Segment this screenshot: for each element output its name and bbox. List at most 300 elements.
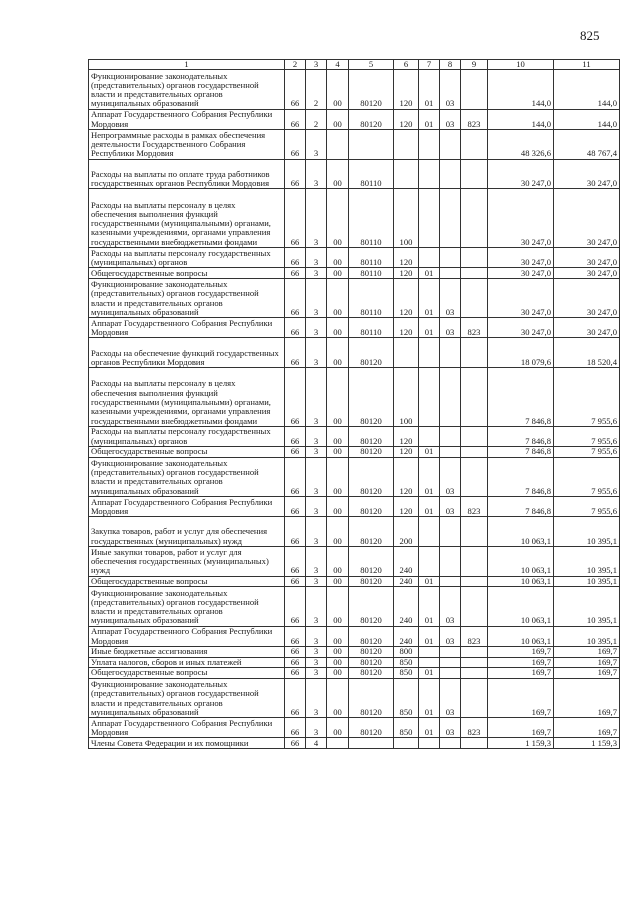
amount-cell: 169,7	[488, 678, 554, 717]
code-cell: 03	[440, 278, 461, 317]
table-row	[89, 426, 620, 446]
code-cell: 80120	[349, 517, 394, 547]
table-row	[89, 70, 620, 109]
code-cell: 3	[306, 159, 327, 189]
code-cell: 66	[285, 338, 306, 368]
code-cell	[461, 446, 488, 457]
table-row	[89, 268, 620, 279]
code-cell	[461, 587, 488, 626]
amount-cell: 10 395,1	[554, 546, 620, 576]
code-cell	[461, 657, 488, 668]
table-row	[89, 338, 620, 368]
code-cell: 01	[419, 278, 440, 317]
code-cell: 00	[327, 189, 349, 248]
code-cell: 01	[419, 446, 440, 457]
code-cell: 01	[419, 668, 440, 679]
code-cell	[419, 159, 440, 189]
code-cell: 66	[285, 646, 306, 657]
code-cell: 823	[461, 109, 488, 129]
code-cell: 3	[306, 646, 327, 657]
column-header: 1	[89, 60, 285, 70]
code-cell: 01	[419, 70, 440, 109]
amount-cell: 169,7	[554, 668, 620, 679]
amount-cell: 30 247,0	[488, 159, 554, 189]
code-cell: 00	[327, 268, 349, 279]
code-cell	[461, 457, 488, 496]
code-cell	[394, 738, 419, 749]
code-cell: 66	[285, 546, 306, 576]
code-cell: 3	[306, 626, 327, 646]
code-cell: 80110	[349, 318, 394, 338]
code-cell: 80120	[349, 338, 394, 368]
code-cell: 66	[285, 248, 306, 268]
amount-cell: 7 955,6	[554, 426, 620, 446]
table-row	[89, 646, 620, 657]
code-cell: 00	[327, 626, 349, 646]
code-cell: 80120	[349, 109, 394, 129]
code-cell: 80110	[349, 268, 394, 279]
code-cell	[419, 426, 440, 446]
amount-cell: 144,0	[488, 70, 554, 109]
code-cell: 3	[306, 678, 327, 717]
amount-cell: 10 063,1	[488, 546, 554, 576]
amount-cell: 7 955,6	[554, 496, 620, 516]
row-name: Члены Совета Федерации и их помощники	[89, 738, 285, 749]
column-header: 8	[440, 60, 461, 70]
code-cell: 66	[285, 368, 306, 427]
amount-cell: 30 247,0	[488, 318, 554, 338]
amount-cell: 18 520,4	[554, 338, 620, 368]
code-cell: 200	[394, 517, 419, 547]
row-name: Общегосударственные вопросы	[89, 576, 285, 587]
table-row	[89, 189, 620, 248]
code-cell	[440, 668, 461, 679]
amount-cell: 169,7	[488, 646, 554, 657]
code-cell	[461, 248, 488, 268]
code-cell: 00	[327, 278, 349, 317]
code-cell: 3	[306, 338, 327, 368]
table-row	[89, 626, 620, 646]
code-cell: 80120	[349, 626, 394, 646]
code-cell: 66	[285, 738, 306, 749]
code-cell	[419, 546, 440, 576]
table-row	[89, 496, 620, 516]
code-cell: 80120	[349, 446, 394, 457]
code-cell: 00	[327, 248, 349, 268]
code-cell: 3	[306, 546, 327, 576]
row-name: Расходы на выплаты по оплате труда работников государственных органов Республики Мордовия	[89, 159, 285, 189]
row-name: Уплата налогов, сборов и иных платежей	[89, 657, 285, 668]
code-cell	[419, 646, 440, 657]
code-cell: 800	[394, 646, 419, 657]
row-name: Аппарат Государственного Собрания Республики Мордовия	[89, 318, 285, 338]
amount-cell: 10 063,1	[488, 576, 554, 587]
code-cell	[461, 517, 488, 547]
code-cell: 3	[306, 426, 327, 446]
amount-cell: 10 063,1	[488, 626, 554, 646]
code-cell: 850	[394, 678, 419, 717]
code-cell: 3	[306, 368, 327, 427]
code-cell: 3	[306, 657, 327, 668]
code-cell	[440, 248, 461, 268]
column-header: 5	[349, 60, 394, 70]
code-cell: 3	[306, 129, 327, 159]
column-header: 11	[554, 60, 620, 70]
code-cell: 66	[285, 278, 306, 317]
code-cell: 00	[327, 368, 349, 427]
code-cell: 80120	[349, 657, 394, 668]
code-cell: 01	[419, 678, 440, 717]
code-cell: 80120	[349, 546, 394, 576]
row-name: Аппарат Государственного Собрания Республики Мордовия	[89, 718, 285, 738]
code-cell	[461, 668, 488, 679]
code-cell: 66	[285, 457, 306, 496]
row-name: Расходы на выплаты персоналу в целях обеспечения выполнения функций государственными (муниципальными) органами, казенными учреждениями, органами управления государственными внебюджетными фондами	[89, 368, 285, 427]
code-cell: 80120	[349, 646, 394, 657]
code-cell: 66	[285, 129, 306, 159]
code-cell: 00	[327, 496, 349, 516]
amount-cell: 10 395,1	[554, 576, 620, 587]
row-name: Общегосударственные вопросы	[89, 268, 285, 279]
code-cell: 3	[306, 446, 327, 457]
amount-cell: 1 159,3	[554, 738, 620, 749]
code-cell	[349, 129, 394, 159]
code-cell	[461, 738, 488, 749]
code-cell: 00	[327, 457, 349, 496]
code-cell: 120	[394, 268, 419, 279]
code-cell: 00	[327, 446, 349, 457]
amount-cell: 30 247,0	[488, 278, 554, 317]
amount-cell: 30 247,0	[554, 248, 620, 268]
code-cell: 00	[327, 159, 349, 189]
table-row	[89, 587, 620, 626]
code-cell: 00	[327, 546, 349, 576]
code-cell: 3	[306, 268, 327, 279]
row-name: Расходы на выплаты персоналу государственных (муниципальных) органов	[89, 248, 285, 268]
code-cell	[440, 159, 461, 189]
code-cell: 120	[394, 109, 419, 129]
code-cell: 120	[394, 278, 419, 317]
code-cell	[419, 189, 440, 248]
code-cell: 3	[306, 496, 327, 516]
code-cell	[440, 546, 461, 576]
amount-cell: 7 846,8	[488, 446, 554, 457]
code-cell: 240	[394, 546, 419, 576]
code-cell: 00	[327, 517, 349, 547]
code-cell: 240	[394, 626, 419, 646]
amount-cell: 7 955,6	[554, 368, 620, 427]
code-cell	[419, 657, 440, 668]
code-cell: 66	[285, 426, 306, 446]
code-cell: 850	[394, 657, 419, 668]
code-cell: 120	[394, 496, 419, 516]
code-cell	[419, 738, 440, 749]
row-name: Иные бюджетные ассигнования	[89, 646, 285, 657]
table-row	[89, 248, 620, 268]
amount-cell: 7 846,8	[488, 426, 554, 446]
code-cell	[394, 338, 419, 368]
code-cell: 66	[285, 576, 306, 587]
code-cell: 00	[327, 338, 349, 368]
row-name: Аппарат Государственного Собрания Республики Мордовия	[89, 626, 285, 646]
code-cell: 66	[285, 517, 306, 547]
code-cell: 80110	[349, 159, 394, 189]
code-cell: 80120	[349, 426, 394, 446]
amount-cell: 1 159,3	[488, 738, 554, 749]
amount-cell: 169,7	[554, 718, 620, 738]
amount-cell: 10 395,1	[554, 587, 620, 626]
amount-cell: 10 395,1	[554, 626, 620, 646]
code-cell	[461, 70, 488, 109]
code-cell: 850	[394, 668, 419, 679]
code-cell: 823	[461, 718, 488, 738]
amount-cell: 169,7	[488, 657, 554, 668]
code-cell: 823	[461, 626, 488, 646]
row-name: Закупка товаров, работ и услуг для обеспечения государственных (муниципальных) нужд	[89, 517, 285, 547]
code-cell: 3	[306, 457, 327, 496]
code-cell: 03	[440, 70, 461, 109]
column-header: 7	[419, 60, 440, 70]
amount-cell: 30 247,0	[554, 189, 620, 248]
code-cell: 01	[419, 268, 440, 279]
row-name: Аппарат Государственного Собрания Республики Мордовия	[89, 109, 285, 129]
code-cell: 100	[394, 189, 419, 248]
row-name: Функционирование законодательных (представительных) органов государственной власти и представительных органов муниципальных образований	[89, 678, 285, 717]
row-name: Функционирование законодательных (представительных) органов государственной власти и представительных органов муниципальных образований	[89, 457, 285, 496]
table-body	[89, 70, 620, 749]
code-cell: 80120	[349, 457, 394, 496]
code-cell	[440, 426, 461, 446]
column-header: 3	[306, 60, 327, 70]
code-cell	[440, 517, 461, 547]
code-cell	[419, 248, 440, 268]
code-cell	[327, 738, 349, 749]
code-cell: 80120	[349, 496, 394, 516]
code-cell: 80110	[349, 278, 394, 317]
code-cell: 66	[285, 657, 306, 668]
code-cell: 3	[306, 517, 327, 547]
table-row	[89, 718, 620, 738]
code-cell: 66	[285, 70, 306, 109]
code-cell: 80120	[349, 678, 394, 717]
table-row	[89, 318, 620, 338]
table-row	[89, 278, 620, 317]
table-row	[89, 668, 620, 679]
code-cell	[440, 268, 461, 279]
code-cell	[440, 368, 461, 427]
code-cell	[440, 129, 461, 159]
code-cell: 00	[327, 576, 349, 587]
page-number: 825	[580, 28, 600, 43]
code-cell: 03	[440, 587, 461, 626]
code-cell: 850	[394, 718, 419, 738]
row-name: Общегосударственные вопросы	[89, 668, 285, 679]
amount-cell: 48 767,4	[554, 129, 620, 159]
table-row	[89, 517, 620, 547]
code-cell: 66	[285, 318, 306, 338]
code-cell	[440, 189, 461, 248]
code-cell: 3	[306, 576, 327, 587]
row-name: Расходы на выплаты персоналу государственных (муниципальных) органов	[89, 426, 285, 446]
code-cell	[440, 738, 461, 749]
code-cell	[461, 576, 488, 587]
code-cell	[394, 159, 419, 189]
code-cell: 2	[306, 109, 327, 129]
code-cell: 240	[394, 587, 419, 626]
code-cell: 66	[285, 626, 306, 646]
code-cell: 66	[285, 718, 306, 738]
code-cell	[461, 426, 488, 446]
code-cell: 00	[327, 718, 349, 738]
code-cell	[440, 446, 461, 457]
code-cell: 00	[327, 426, 349, 446]
code-cell: 823	[461, 318, 488, 338]
code-cell	[419, 338, 440, 368]
code-cell: 80110	[349, 248, 394, 268]
code-cell	[461, 368, 488, 427]
table-row	[89, 657, 620, 668]
table-row	[89, 159, 620, 189]
row-name: Общегосударственные вопросы	[89, 446, 285, 457]
column-header: 4	[327, 60, 349, 70]
code-cell: 01	[419, 496, 440, 516]
code-cell	[461, 678, 488, 717]
code-cell: 66	[285, 496, 306, 516]
code-cell: 00	[327, 587, 349, 626]
table-row	[89, 368, 620, 427]
code-cell: 66	[285, 678, 306, 717]
code-cell: 01	[419, 626, 440, 646]
code-cell: 01	[419, 318, 440, 338]
code-cell: 01	[419, 109, 440, 129]
code-cell: 80120	[349, 70, 394, 109]
code-cell: 3	[306, 587, 327, 626]
code-cell	[327, 129, 349, 159]
code-cell: 120	[394, 446, 419, 457]
code-cell: 01	[419, 457, 440, 496]
code-cell: 03	[440, 109, 461, 129]
table-row	[89, 546, 620, 576]
amount-cell: 18 079,6	[488, 338, 554, 368]
code-cell: 80110	[349, 189, 394, 248]
row-name: Расходы на выплаты персоналу в целях обеспечения выполнения функций государственными (муниципальными) органами, казенными учреждениями, органами управления государственными внебюджетными фондами	[89, 189, 285, 248]
code-cell: 80120	[349, 368, 394, 427]
code-cell: 3	[306, 189, 327, 248]
amount-cell: 30 247,0	[488, 189, 554, 248]
code-cell: 66	[285, 189, 306, 248]
code-cell: 01	[419, 718, 440, 738]
amount-cell: 169,7	[488, 718, 554, 738]
code-cell	[461, 159, 488, 189]
code-cell	[461, 278, 488, 317]
table-row	[89, 457, 620, 496]
code-cell: 823	[461, 496, 488, 516]
code-cell: 01	[419, 587, 440, 626]
code-cell: 01	[419, 576, 440, 587]
code-cell: 66	[285, 668, 306, 679]
code-cell: 66	[285, 446, 306, 457]
header-row	[89, 60, 620, 70]
code-cell: 80120	[349, 576, 394, 587]
amount-cell: 10 063,1	[488, 517, 554, 547]
code-cell: 03	[440, 718, 461, 738]
amount-cell: 10 395,1	[554, 517, 620, 547]
amount-cell: 7 846,8	[488, 457, 554, 496]
code-cell: 03	[440, 678, 461, 717]
code-cell: 80120	[349, 668, 394, 679]
code-cell: 3	[306, 318, 327, 338]
amount-cell: 144,0	[554, 70, 620, 109]
code-cell: 120	[394, 70, 419, 109]
code-cell: 03	[440, 626, 461, 646]
code-cell: 80120	[349, 718, 394, 738]
code-cell	[440, 657, 461, 668]
row-name: Иные закупки товаров, работ и услуг для обеспечения государственных (муниципальных) нужд	[89, 546, 285, 576]
column-header: 6	[394, 60, 419, 70]
code-cell: 00	[327, 657, 349, 668]
amount-cell: 30 247,0	[488, 268, 554, 279]
code-cell	[461, 129, 488, 159]
code-cell: 120	[394, 457, 419, 496]
amount-cell: 7 955,6	[554, 457, 620, 496]
amount-cell: 144,0	[488, 109, 554, 129]
code-cell	[419, 517, 440, 547]
amount-cell: 144,0	[554, 109, 620, 129]
code-cell: 00	[327, 678, 349, 717]
amount-cell: 169,7	[554, 678, 620, 717]
code-cell	[419, 129, 440, 159]
amount-cell: 7 955,6	[554, 446, 620, 457]
code-cell: 03	[440, 318, 461, 338]
code-cell: 66	[285, 109, 306, 129]
amount-cell: 30 247,0	[554, 278, 620, 317]
table-row	[89, 738, 620, 749]
code-cell: 00	[327, 668, 349, 679]
code-cell: 00	[327, 109, 349, 129]
code-cell: 00	[327, 646, 349, 657]
column-header: 9	[461, 60, 488, 70]
code-cell: 3	[306, 668, 327, 679]
code-cell	[461, 338, 488, 368]
code-cell: 66	[285, 268, 306, 279]
code-cell: 120	[394, 426, 419, 446]
code-cell	[461, 646, 488, 657]
amount-cell: 10 063,1	[488, 587, 554, 626]
code-cell: 3	[306, 248, 327, 268]
row-name: Расходы на обеспечение функций государственных органов Республики Мордовия	[89, 338, 285, 368]
amount-cell: 7 846,8	[488, 496, 554, 516]
table-row	[89, 446, 620, 457]
code-cell	[349, 738, 394, 749]
code-cell: 120	[394, 318, 419, 338]
code-cell	[461, 189, 488, 248]
code-cell	[461, 268, 488, 279]
code-cell	[440, 646, 461, 657]
amount-cell: 30 247,0	[554, 318, 620, 338]
table-row	[89, 576, 620, 587]
code-cell: 3	[306, 278, 327, 317]
code-cell: 00	[327, 318, 349, 338]
code-cell: 66	[285, 159, 306, 189]
row-name: Функционирование законодательных (представительных) органов государственной власти и представительных органов муниципальных образований	[89, 70, 285, 109]
amount-cell: 169,7	[488, 668, 554, 679]
row-name: Функционирование законодательных (представительных) органов государственной власти и представительных органов муниципальных образований	[89, 587, 285, 626]
table-row	[89, 129, 620, 159]
code-cell: 00	[327, 70, 349, 109]
code-cell: 4	[306, 738, 327, 749]
amount-cell: 30 247,0	[554, 159, 620, 189]
budget-table	[88, 59, 620, 749]
